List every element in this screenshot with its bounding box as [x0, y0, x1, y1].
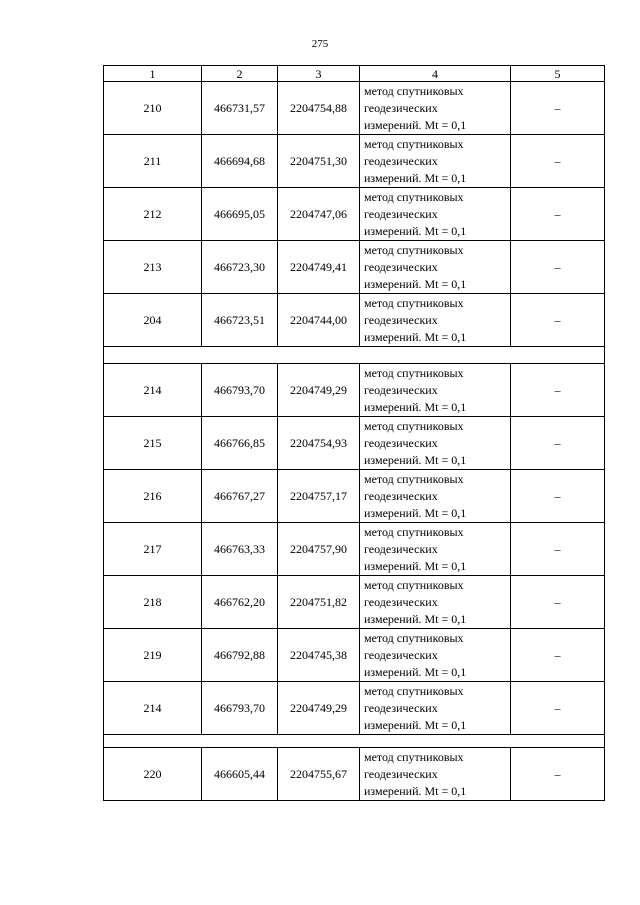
notes-cell: – [511, 682, 605, 735]
table-body [104, 66, 605, 801]
method-line: метод спутниковых [364, 365, 464, 380]
method-line: геодезических [364, 594, 438, 609]
group-separator-cell [104, 735, 605, 748]
y-coordinate-cell: 2204749,29 [278, 682, 360, 735]
x-coordinate-cell: 466694,68 [202, 135, 278, 188]
point-number-cell: 213 [104, 241, 202, 294]
coordinates-table [103, 65, 605, 801]
method-line: измерений. Mt = 0,1 [364, 329, 467, 344]
method-line: измерений. Mt = 0,1 [364, 170, 467, 185]
notes-cell: – [511, 241, 605, 294]
method-cell [360, 82, 511, 135]
method-line: метод спутниковых [364, 418, 464, 433]
header-cell-3: 3 [278, 66, 360, 82]
y-coordinate-cell: 2204747,06 [278, 188, 360, 241]
header-cell-2: 2 [202, 66, 278, 82]
method-cell [360, 470, 511, 523]
notes-cell: – [511, 576, 605, 629]
method-cell [360, 523, 511, 576]
method-line: метод спутниковых [364, 683, 464, 698]
method-cell [360, 629, 511, 682]
method-line: измерений. Mt = 0,1 [364, 223, 467, 238]
method-cell [360, 241, 511, 294]
method-line: измерений. Mt = 0,1 [364, 664, 467, 679]
method-line: геодезических [364, 488, 438, 503]
notes-cell: – [511, 523, 605, 576]
table-row [104, 523, 605, 576]
method-line: геодезических [364, 312, 438, 327]
method-line: измерений. Mt = 0,1 [364, 276, 467, 291]
x-coordinate-cell: 466763,33 [202, 523, 278, 576]
y-coordinate-cell: 2204744,00 [278, 294, 360, 347]
method-line: геодезических [364, 435, 438, 450]
notes-cell: – [511, 294, 605, 347]
notes-cell: – [511, 629, 605, 682]
table-row [104, 82, 605, 135]
method-cell [360, 294, 511, 347]
point-number-cell: 210 [104, 82, 202, 135]
method-line: геодезических [364, 153, 438, 168]
notes-cell: – [511, 364, 605, 417]
method-line: измерений. Mt = 0,1 [364, 117, 467, 132]
method-line: метод спутниковых [364, 577, 464, 592]
notes-cell: – [511, 470, 605, 523]
method-line: метод спутниковых [364, 83, 464, 98]
point-number-cell: 215 [104, 417, 202, 470]
point-number-cell: 214 [104, 364, 202, 417]
point-number-cell: 218 [104, 576, 202, 629]
method-line: метод спутниковых [364, 630, 464, 645]
notes-cell: – [511, 188, 605, 241]
table-header-row [104, 66, 605, 82]
x-coordinate-cell: 466793,70 [202, 682, 278, 735]
y-coordinate-cell: 2204751,30 [278, 135, 360, 188]
x-coordinate-cell: 466762,20 [202, 576, 278, 629]
method-line: измерений. Mt = 0,1 [364, 505, 467, 520]
header-cell-5: 5 [511, 66, 605, 82]
method-line: геодезических [364, 382, 438, 397]
table-row [104, 682, 605, 735]
x-coordinate-cell: 466766,85 [202, 417, 278, 470]
x-coordinate-cell: 466731,57 [202, 82, 278, 135]
method-line: метод спутниковых [364, 749, 464, 764]
x-coordinate-cell: 466695,05 [202, 188, 278, 241]
y-coordinate-cell: 2204751,82 [278, 576, 360, 629]
page-number: 275 [311, 38, 329, 50]
x-coordinate-cell: 466793,70 [202, 364, 278, 417]
method-line: геодезических [364, 647, 438, 662]
point-number-cell: 220 [104, 748, 202, 801]
method-line: геодезических [364, 700, 438, 715]
method-line: измерений. Mt = 0,1 [364, 399, 467, 414]
method-line: измерений. Mt = 0,1 [364, 452, 467, 467]
point-number-cell: 219 [104, 629, 202, 682]
method-line: метод спутниковых [364, 189, 464, 204]
y-coordinate-cell: 2204749,29 [278, 364, 360, 417]
table-row [104, 748, 605, 801]
x-coordinate-cell: 466723,51 [202, 294, 278, 347]
table-row [104, 135, 605, 188]
method-line: геодезических [364, 259, 438, 274]
method-line: метод спутниковых [364, 242, 464, 257]
table-row [104, 470, 605, 523]
method-line: измерений. Mt = 0,1 [364, 558, 467, 573]
method-cell [360, 748, 511, 801]
point-number-cell: 204 [104, 294, 202, 347]
notes-cell: – [511, 748, 605, 801]
method-line: метод спутниковых [364, 524, 464, 539]
notes-cell: – [511, 135, 605, 188]
y-coordinate-cell: 2204745,38 [278, 629, 360, 682]
group-separator-row [104, 735, 605, 748]
point-number-cell: 212 [104, 188, 202, 241]
method-cell [360, 417, 511, 470]
method-cell [360, 576, 511, 629]
x-coordinate-cell: 466792,88 [202, 629, 278, 682]
y-coordinate-cell: 2204757,90 [278, 523, 360, 576]
method-cell [360, 188, 511, 241]
y-coordinate-cell: 2204757,17 [278, 470, 360, 523]
y-coordinate-cell: 2204754,88 [278, 82, 360, 135]
method-line: метод спутниковых [364, 136, 464, 151]
method-line: геодезических [364, 206, 438, 221]
method-line: измерений. Mt = 0,1 [364, 783, 467, 798]
method-cell [360, 135, 511, 188]
method-line: геодезических [364, 100, 438, 115]
method-line: измерений. Mt = 0,1 [364, 717, 467, 732]
table-row [104, 417, 605, 470]
point-number-cell: 214 [104, 682, 202, 735]
method-line: геодезических [364, 766, 438, 781]
table-row [104, 364, 605, 417]
method-line: метод спутниковых [364, 471, 464, 486]
header-cell-1: 1 [104, 66, 202, 82]
x-coordinate-cell: 466605,44 [202, 748, 278, 801]
y-coordinate-cell: 2204755,67 [278, 748, 360, 801]
table-row [104, 576, 605, 629]
y-coordinate-cell: 2204749,41 [278, 241, 360, 294]
method-cell [360, 682, 511, 735]
x-coordinate-cell: 466723,30 [202, 241, 278, 294]
table-row [104, 241, 605, 294]
x-coordinate-cell: 466767,27 [202, 470, 278, 523]
method-line: измерений. Mt = 0,1 [364, 611, 467, 626]
table-row [104, 294, 605, 347]
notes-cell: – [511, 82, 605, 135]
table-row [104, 629, 605, 682]
table-row [104, 188, 605, 241]
group-separator-row [104, 347, 605, 364]
notes-cell: – [511, 417, 605, 470]
y-coordinate-cell: 2204754,93 [278, 417, 360, 470]
point-number-cell: 217 [104, 523, 202, 576]
header-cell-4: 4 [360, 66, 511, 82]
method-cell [360, 364, 511, 417]
group-separator-cell [104, 347, 605, 364]
method-line: метод спутниковых [364, 295, 464, 310]
point-number-cell: 216 [104, 470, 202, 523]
point-number-cell: 211 [104, 135, 202, 188]
method-line: геодезических [364, 541, 438, 556]
